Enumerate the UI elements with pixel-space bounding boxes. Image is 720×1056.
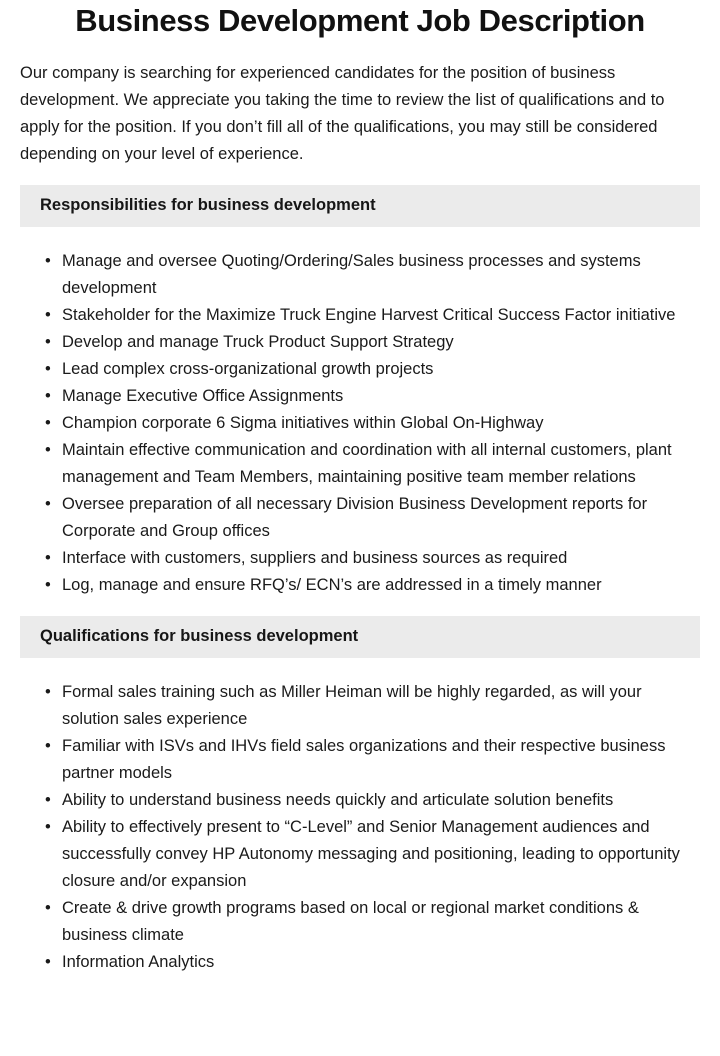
intro-paragraph: Our company is searching for experienced candidates for the position of business development. We appreciate you taking the time to review the list of qualifications and to apply for the position. If you don’t fill all of the qualifications, you may still be considered depending on your level of experience. <box>20 64 665 163</box>
list-item: • Log, manage and ensure RFQ’s/ ECN’s are addressed in a timely manner <box>62 572 700 599</box>
section-heading-responsibilities: Responsibilities for business development <box>20 185 700 227</box>
list-item: • Information Analytics <box>62 949 700 976</box>
list-item: • Interface with customers, suppliers and business sources as required <box>62 545 700 572</box>
list-item: • Develop and manage Truck Product Support Strategy <box>62 329 700 356</box>
section-responsibilities <box>20 185 700 599</box>
list-item: • Lead complex cross-organizational growth projects <box>62 356 700 383</box>
section-heading-qualifications: Qualifications for business development <box>20 616 700 658</box>
list-item: • Champion corporate 6 Sigma initiatives within Global On-Highway <box>62 410 700 437</box>
list-item: • Manage and oversee Quoting/Ordering/Sales business processes and systems development <box>62 248 700 302</box>
list-item: • Formal sales training such as Miller Heiman will be highly regarded, as will your solution sales experience <box>62 679 700 733</box>
qualifications-list <box>20 679 700 976</box>
page-title: Business Development Job Description <box>75 3 645 38</box>
responsibilities-list <box>20 248 700 599</box>
list-item: • Manage Executive Office Assignments <box>62 383 700 410</box>
list-item: • Oversee preparation of all necessary Division Business Development reports for Corporate and Group offices <box>62 491 700 545</box>
list-item: • Familiar with ISVs and IHVs field sales organizations and their respective business partner models <box>62 733 700 787</box>
list-item: • Stakeholder for the Maximize Truck Engine Harvest Critical Success Factor initiative <box>62 302 700 329</box>
section-qualifications <box>20 616 700 976</box>
list-item: • Ability to understand business needs quickly and articulate solution benefits <box>62 787 700 814</box>
list-item: • Create & drive growth programs based on local or regional market conditions & business climate <box>62 895 700 949</box>
list-item: • Ability to effectively present to “C-Level” and Senior Management audiences and successfully convey HP Autonomy messaging and positioning, leading to opportunity closure and/or expansion <box>62 814 700 895</box>
list-item: • Maintain effective communication and coordination with all internal customers, plant management and Team Members, maintaining positive team member relations <box>62 437 700 491</box>
